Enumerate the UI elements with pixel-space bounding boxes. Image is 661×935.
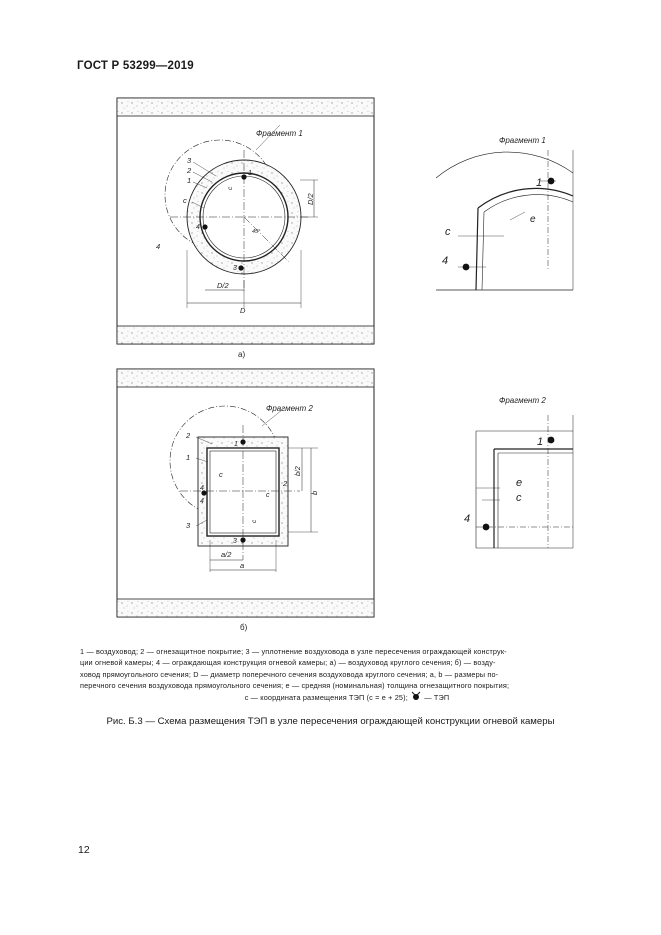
label-c: c [183,196,187,205]
dim-d2: D/2 [217,281,229,290]
fragment2-ref: Фрагмент 2 [266,404,313,413]
label-3: 3 [187,156,192,165]
legend-line-5 [80,691,614,703]
label-4-inner: 4 [196,224,200,231]
fragment1-label-1: 1 [536,177,543,189]
label-3-bottom: 3 [233,538,237,545]
figure-a-sublabel: а) [238,350,246,359]
fragment2-label-4: 4 [464,513,471,525]
sensor-symbol-icon [410,691,422,701]
fragment1-label-4: 4 [442,255,449,267]
legend-line-2: ции огневой камеры; 4 — ограждающая конструкция огневой камеры; а) — воздуховод круглого сечения; б) — возду- [80,658,496,668]
fragment1-ref: Фрагмент 1 [256,129,303,138]
legend-line-1: 1 — воздуховод; 2 — огнезащитное покрытие; 3 — уплотнение воздуховода в узле пересечения ограждающей конструк- [80,647,507,656]
fragment1-detail [436,150,573,290]
label-2-right: 2 [283,479,288,488]
fragment2-label-e: e [516,477,523,489]
fragment1-label-e: e [530,214,536,225]
legend-line-5a: c — координата размещения ТЭП (c = e + 25); [244,693,408,703]
label-c-bottom: c [251,519,258,523]
dim-c-top: c [227,186,234,190]
dim-a2: a/2 [221,550,232,559]
dim-d2-vertical: D/2 [306,193,315,205]
label-1-top: 1 [234,441,238,448]
label-4-a: 4 [200,485,204,492]
fragment2-label-1: 1 [537,436,544,448]
label-3: 3 [186,521,191,530]
figure-b-sublabel: б) [240,623,248,632]
label-c: c [219,470,223,479]
label-1: 1 [186,453,191,462]
dim-b: b [310,490,319,495]
legend-line-3: ховод прямоугольного сечения; D — диаметр поперечного сечения воздуховода круглого сечения; a, b — размеры по- [80,669,499,679]
fragment2-title: Фрагмент 2 [499,396,546,405]
fragment2-detail [476,415,573,548]
figure-legend [80,646,614,703]
label-3-bottom: 3 [233,265,237,272]
document-header: ГОСТ Р 53299—2019 [77,60,194,72]
dim-a: a [240,561,245,570]
legend-line-5b: — ТЭП [424,693,450,703]
fragment1-title: Фрагмент 1 [499,136,546,145]
dim-d: D [240,306,246,315]
dim-45: 45° [252,229,261,235]
fragment2-labels [464,396,546,525]
figure-b [117,369,374,617]
label-4-left: 4 [156,242,161,251]
label-1: 1 [187,176,192,185]
dim-b2: b/2 [295,466,302,476]
fragment1-labels [442,136,546,267]
figure-a [117,98,374,344]
label-c-right: c [266,492,270,499]
label-2: 2 [186,431,191,440]
legend-line-4: перечного сечения воздуховода прямоугольного сечения; e — средняя (номинальная) толщина огнезащитного покрытия; [80,680,510,690]
label-2: 2 [187,166,192,175]
fragment2-label-c: c [516,492,522,504]
label-4-b: 4 [200,498,204,505]
page-number: 12 [78,844,90,856]
figure-caption: Рис. Б.3 — Схема размещения ТЭП в узле пересечения ограждающей конструкции огневой камеры [106,716,555,727]
label-1-top: 1 [248,170,252,177]
fragment1-label-c: c [445,226,451,238]
